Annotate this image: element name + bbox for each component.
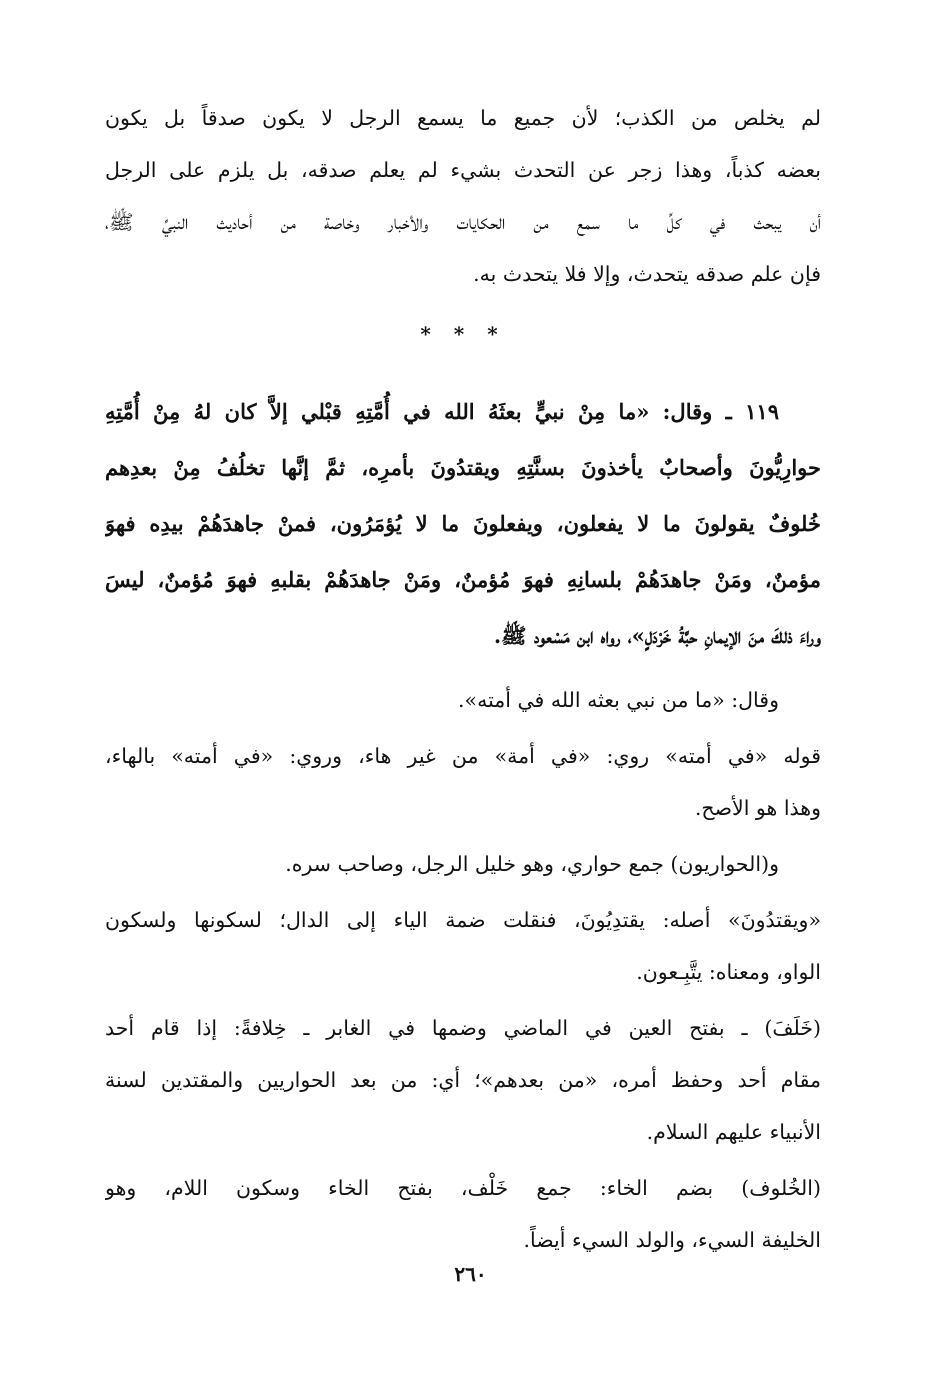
commentary-paragraph	[105, 730, 821, 834]
text-line: (الخُلوف) بضم الخاء: جمع خَلْف، بفتح الخاء وسكون اللام، وهو	[105, 1176, 821, 1200]
commentary-paragraph	[105, 838, 821, 890]
text-line: وهذا هو الأصح.	[694, 796, 821, 820]
commentary-paragraph	[105, 1162, 821, 1266]
hadith-text	[105, 384, 821, 664]
section-separator: * * *	[420, 322, 506, 346]
commentary-paragraph	[105, 894, 821, 998]
text-line: (خَلَفَ) ـ بفتح العين في الماضي وضمها في الغابر ـ خِلافةً: إذا قام أحد	[105, 1016, 821, 1040]
commentary-paragraph	[105, 1002, 821, 1158]
text-line: وراءَ ذلكَ منَ الإيمانِ حبَّةُ خَرْدَلٍ»، رواه ابن مَسْعود ﷺ.	[493, 623, 821, 648]
text-line: الأنبياء عليهم السلام.	[646, 1120, 821, 1144]
text-line: مقام أحد وحفظ أمره، «من بعدهم»؛ أي: من بعد الحواريين والمقتدين لسنة	[105, 1068, 821, 1092]
page-body	[105, 92, 821, 1266]
commentary-paragraph	[105, 674, 821, 726]
text-line: الواو، ومعناه: يتَّبِـعون.	[636, 960, 821, 984]
intro-paragraph	[105, 92, 821, 300]
text-line: لم يخلص من الكذب؛ لأن جميع ما يسمع الرجل لا يكون صدقاً بل يكون	[105, 106, 821, 130]
text-line: الخليفة السيء، والولد السيء أيضاً.	[523, 1228, 821, 1252]
text-line: قوله «في أمته» روي: «في أمة» من غير هاء، وروي: «في أمته» بالهاء،	[105, 744, 821, 768]
page-number: ٢٦٠	[454, 1262, 487, 1286]
text-line: خُلوفٌ يقولونَ ما لا يفعلون، ويفعلونَ ما لا يُؤمَرُون، فمنْ جاهدَهُمْ بيدِه فهوَ	[105, 511, 821, 536]
text-line: و(الحواريون) جمع حواري، وهو خليل الرجل، وصاحب سره.	[285, 852, 779, 876]
text-line: أن يبحث في كلِّ ما سمع من الحكايات والأخبار وخاصة من أحاديث النبيِّ ﷺ،	[105, 210, 821, 234]
text-line: وقال: «ما من نبي بعثه الله في أمته».	[458, 688, 779, 712]
text-line: بعضه كذباً، وهذا زجر عن التحدث بشيء لم يعلم صدقه، بل يلزم على الرجل	[105, 158, 821, 182]
text-line: فإن علم صدقه يتحدث، وإلا فلا يتحدث به.	[473, 262, 821, 286]
text-line: مؤمنٌ، ومَنْ جاهدَهُمْ بلسانِهِ فهوَ مُؤمنٌ، ومَنْ جاهدَهُمْ بقلبهِ فهوَ مُؤمنٌ، ليسَ	[105, 567, 821, 592]
text-line: ١١٩ ـ وقال: «ما مِنْ نبيٍّ بعثَهُ الله في أُمَّتِهِ قبْلي إلاَّ كان لهُ مِنْ أُمَّتِهِ	[105, 399, 779, 424]
text-line: حوارِيُّونَ وأصحابٌ يأخذونَ بسنَّتِهِ ويقتدُونَ بأمرِه، ثمَّ إنَّها تخلُفُ مِنْ بعدِهم	[105, 455, 821, 480]
text-line: «ويقتدُونَ» أصله: يقتدِيُونَ، فنقلت ضمة الياء إلى الدال؛ لسكونها ولسكون	[105, 908, 821, 932]
